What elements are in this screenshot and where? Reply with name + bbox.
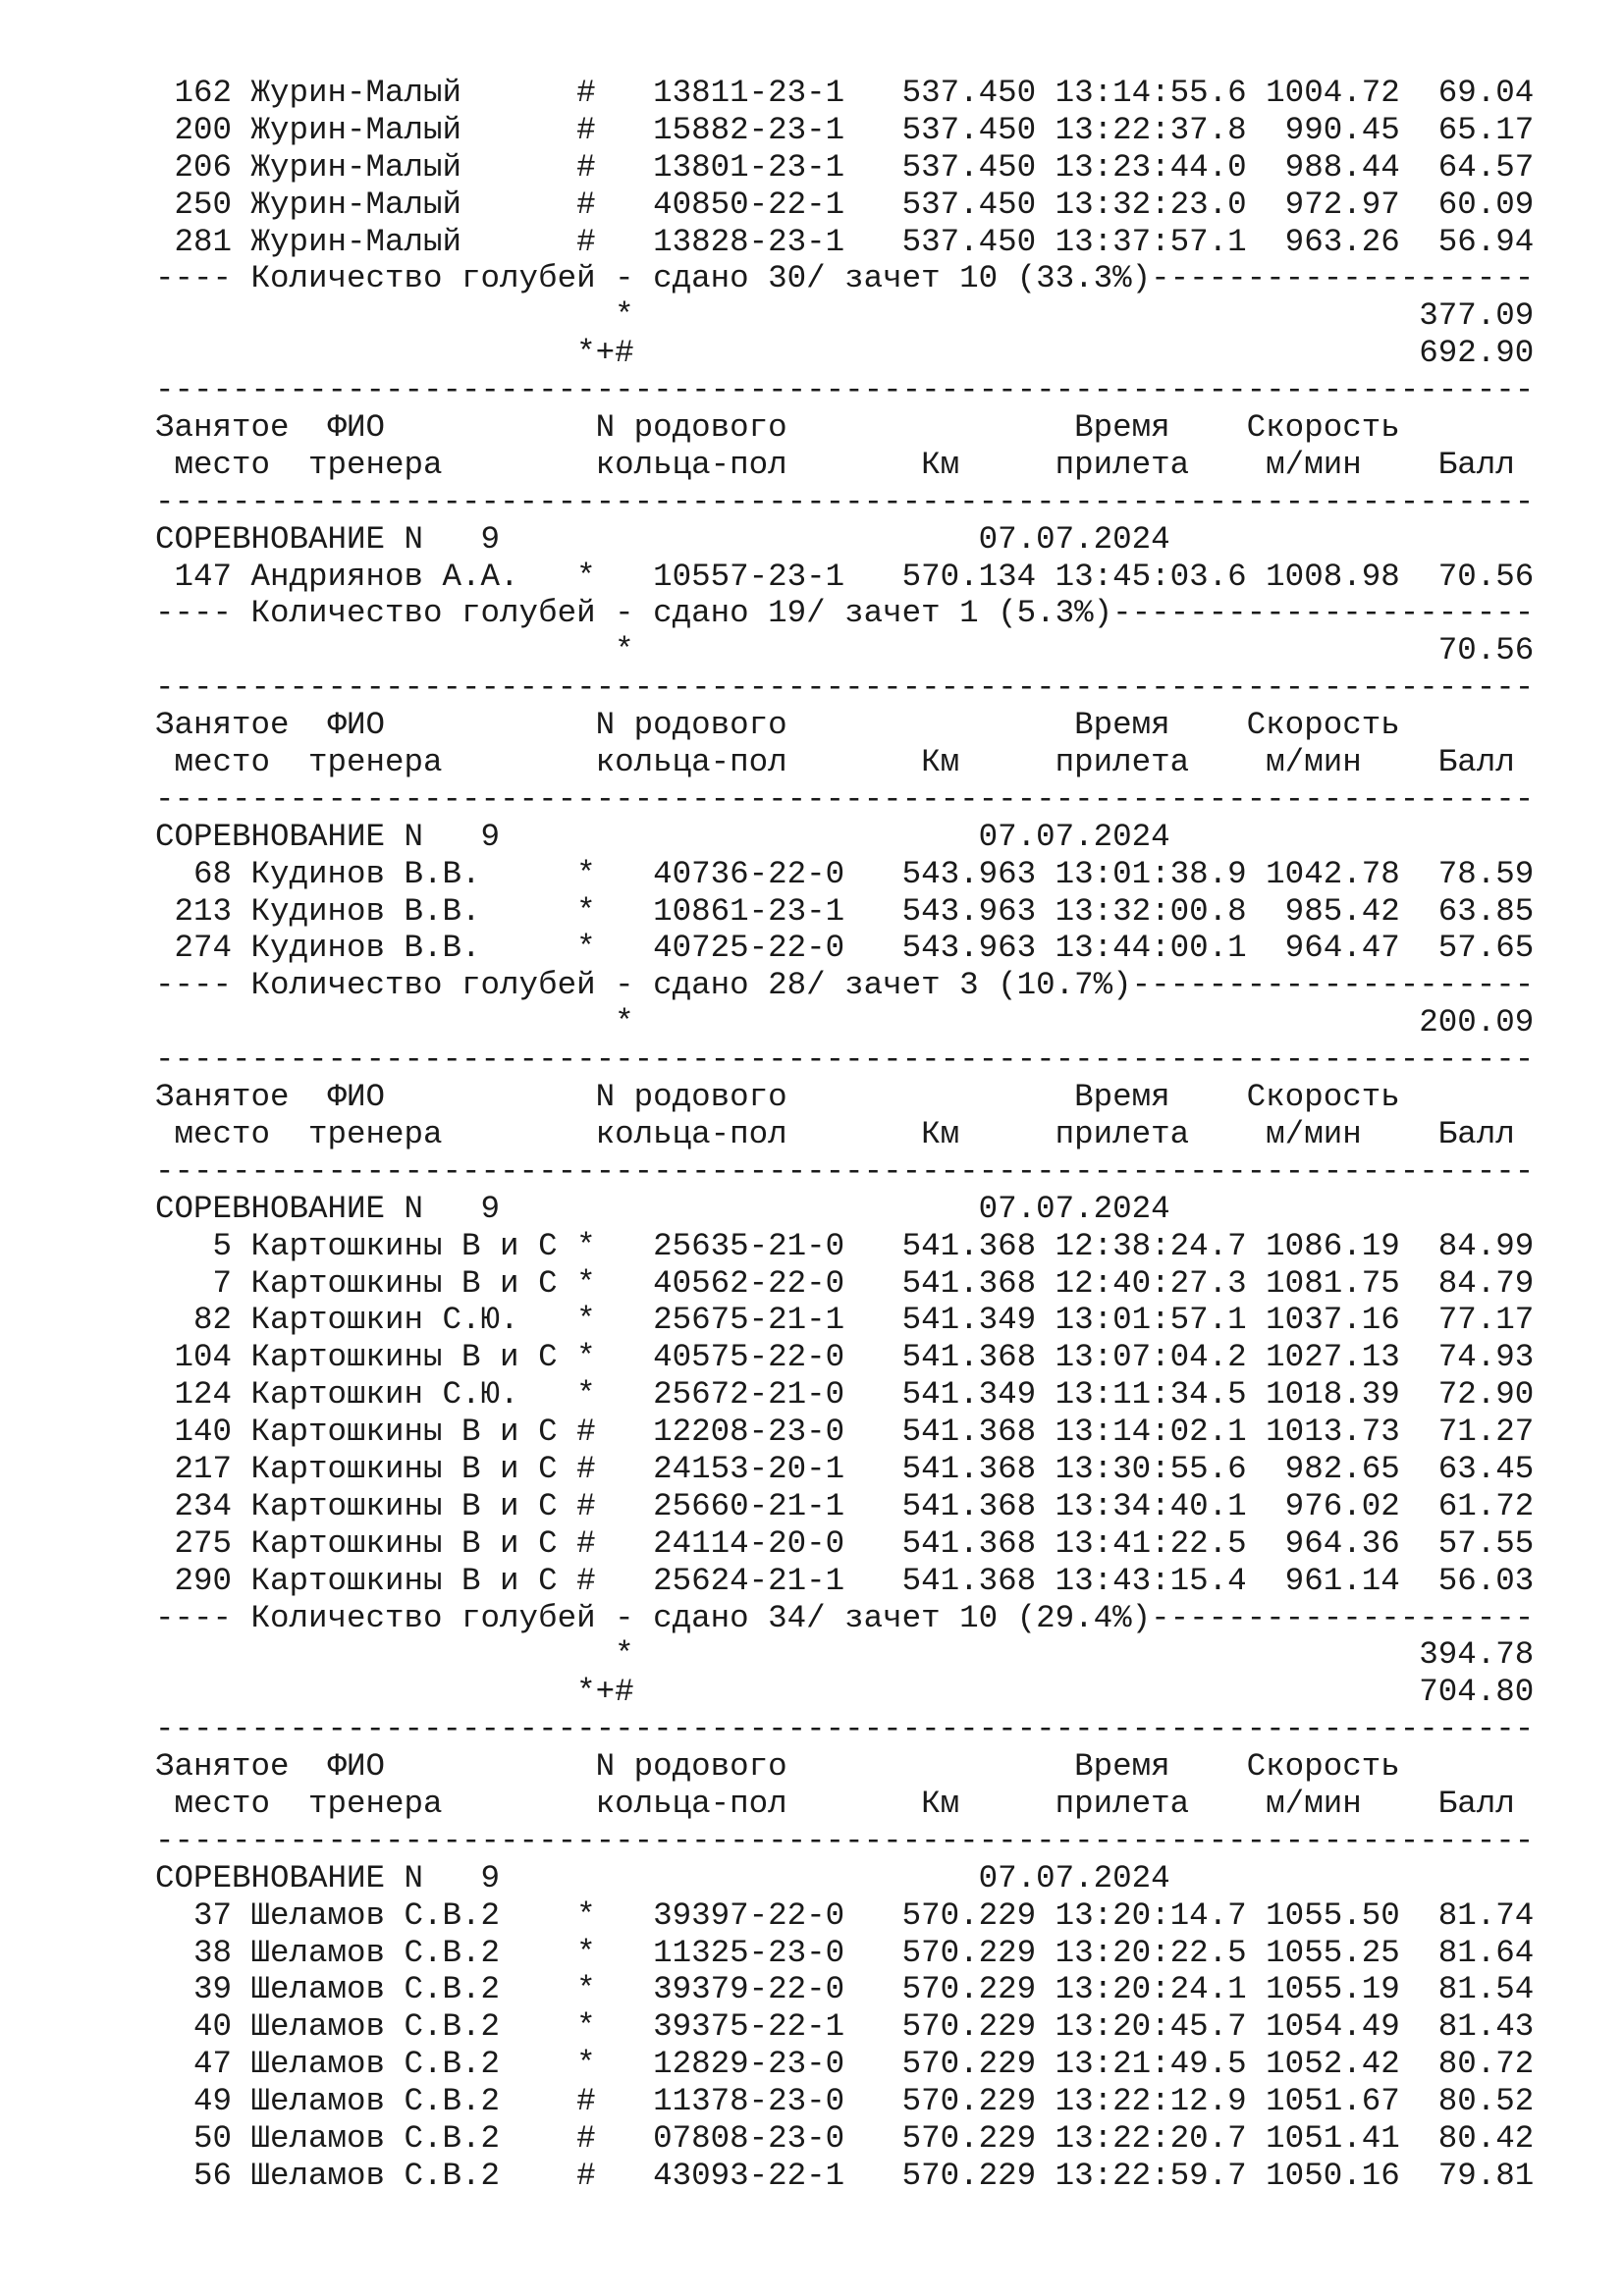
- result-row: 7 Картошкины В и С * 40562-22-0 541.368 12:40:27.3 1081.75 84.79: [155, 1264, 1535, 1302]
- result-row: 147 Андриянов А.А. * 10557-23-1 570.134 13:45:03.6 1008.98 70.56: [155, 558, 1535, 595]
- result-row: 200 Журин-Малый # 15882-23-1 537.450 13:22:37.8 990.45 65.17: [155, 111, 1535, 148]
- total-star: * 70.56: [155, 632, 1535, 669]
- results-report: [155, 75, 1534, 2195]
- separator: ------------------------------------------------------------------------: [155, 372, 1535, 409]
- result-row: 275 Картошкины В и С # 24114-20-0 541.368 13:41:22.5 964.36 57.55: [155, 1524, 1535, 1562]
- column-header: Занятое ФИО N родового Время Скорость: [155, 1748, 1515, 1786]
- result-row: 213 Кудинов В.В. * 10861-23-1 543.963 13:32:00.8 985.42 63.85: [155, 892, 1535, 930]
- separator: ------------------------------------------------------------------------: [155, 780, 1535, 818]
- summary-line: ---- Количество голубей - сдано 19/ зачет 1 (5.3%)----------------------: [155, 595, 1535, 632]
- separator: ------------------------------------------------------------------------: [155, 1822, 1535, 1859]
- separator: ------------------------------------------------------------------------: [155, 1041, 1535, 1079]
- competition-title: СОРЕВНОВАНИЕ N 9 07.07.2024: [155, 520, 1170, 558]
- summary-line: ---- Количество голубей - сдано 34/ зачет 10 (29.4%)--------------------: [155, 1599, 1535, 1636]
- column-header: Занятое ФИО N родового Время Скорость: [155, 409, 1515, 447]
- result-row: 281 Журин-Малый # 13828-23-1 537.450 13:37:57.1 963.26 56.94: [155, 223, 1535, 260]
- summary-line: ---- Количество голубей - сдано 28/ зачет 3 (10.7%)---------------------: [155, 967, 1535, 1004]
- result-row: 250 Журин-Малый # 40850-22-1 537.450 13:32:23.0 972.97 60.09: [155, 186, 1535, 223]
- column-header: Занятое ФИО N родового Время Скорость: [155, 707, 1515, 744]
- result-row: 162 Журин-Малый # 13811-23-1 537.450 13:14:55.6 1004.72 69.04: [155, 75, 1535, 111]
- result-row: 124 Картошкин С.Ю. * 25672-21-0 541.349 13:11:34.5 1018.39 72.90: [155, 1376, 1535, 1414]
- result-row: 49 Шеламов С.В.2 # 11378-23-0 570.229 13:22:12.9 1051.67 80.52: [155, 2083, 1535, 2120]
- separator: ------------------------------------------------------------------------: [155, 1711, 1535, 1748]
- result-row: 290 Картошкины В и С # 25624-21-1 541.368 13:43:15.4 961.14 56.03: [155, 1562, 1535, 1599]
- result-row: 50 Шеламов С.В.2 # 07808-23-0 570.229 13:22:20.7 1051.41 80.42: [155, 2119, 1535, 2157]
- summary-line: ---- Количество голубей - сдано 30/ зачет 10 (33.3%)--------------------: [155, 260, 1535, 297]
- result-row: 206 Журин-Малый # 13801-23-1 537.450 13:23:44.0 988.44 64.57: [155, 148, 1535, 186]
- column-header: Занятое ФИО N родового Время Скорость: [155, 1079, 1515, 1116]
- result-row: 47 Шеламов С.В.2 * 12829-23-0 570.229 13:21:49.5 1052.42 80.72: [155, 2046, 1535, 2083]
- total-star-plus-hash: *+# 704.80: [155, 1674, 1535, 1711]
- result-row: 5 Картошкины В и С * 25635-21-0 541.368 12:38:24.7 1086.19 84.99: [155, 1227, 1535, 1264]
- result-row: 38 Шеламов С.В.2 * 11325-23-0 570.229 13:20:22.5 1055.25 81.64: [155, 1934, 1535, 1971]
- result-row: 104 Картошкины В и С * 40575-22-0 541.368 13:07:04.2 1027.13 74.93: [155, 1339, 1535, 1376]
- result-row: 82 Картошкин С.Ю. * 25675-21-1 541.349 13:01:57.1 1037.16 77.17: [155, 1302, 1535, 1339]
- result-row: 234 Картошкины В и С # 25660-21-1 541.368 13:34:40.1 976.02 61.72: [155, 1487, 1535, 1524]
- separator: ------------------------------------------------------------------------: [155, 1152, 1535, 1190]
- separator: ------------------------------------------------------------------------: [155, 669, 1535, 707]
- total-star: * 394.78: [155, 1636, 1535, 1674]
- column-header: место тренера кольца-пол Км прилета м/мин Балл: [155, 446, 1515, 483]
- total-star: * 377.09: [155, 297, 1535, 335]
- result-row: 40 Шеламов С.В.2 * 39375-22-1 570.229 13:20:45.7 1054.49 81.43: [155, 2008, 1535, 2046]
- competition-title: СОРЕВНОВАНИЕ N 9 07.07.2024: [155, 1190, 1170, 1227]
- total-star-plus-hash: *+# 692.90: [155, 335, 1535, 372]
- result-row: 56 Шеламов С.В.2 # 43093-22-1 570.229 13:22:59.7 1050.16 79.81: [155, 2157, 1535, 2194]
- separator: ------------------------------------------------------------------------: [155, 483, 1535, 520]
- column-header: место тренера кольца-пол Км прилета м/мин Балл: [155, 1115, 1515, 1152]
- result-row: 39 Шеламов С.В.2 * 39379-22-0 570.229 13:20:24.1 1055.19 81.54: [155, 1971, 1535, 2008]
- competition-title: СОРЕВНОВАНИЕ N 9 07.07.2024: [155, 818, 1170, 855]
- column-header: место тренера кольца-пол Км прилета м/мин Балл: [155, 1785, 1515, 1822]
- competition-title: СОРЕВНОВАНИЕ N 9 07.07.2024: [155, 1859, 1170, 1896]
- result-row: 217 Картошкины В и С # 24153-20-1 541.368 13:30:55.6 982.65 63.45: [155, 1450, 1535, 1487]
- result-row: 37 Шеламов С.В.2 * 39397-22-0 570.229 13:20:14.7 1055.50 81.74: [155, 1896, 1535, 1934]
- total-star: * 200.09: [155, 1004, 1535, 1041]
- result-row: 140 Картошкины В и С # 12208-23-0 541.368 13:14:02.1 1013.73 71.27: [155, 1414, 1535, 1451]
- result-row: 274 Кудинов В.В. * 40725-22-0 543.963 13:44:00.1 964.47 57.65: [155, 930, 1535, 967]
- column-header: место тренера кольца-пол Км прилета м/мин Балл: [155, 744, 1515, 781]
- result-row: 68 Кудинов В.В. * 40736-22-0 543.963 13:01:38.9 1042.78 78.59: [155, 855, 1535, 892]
